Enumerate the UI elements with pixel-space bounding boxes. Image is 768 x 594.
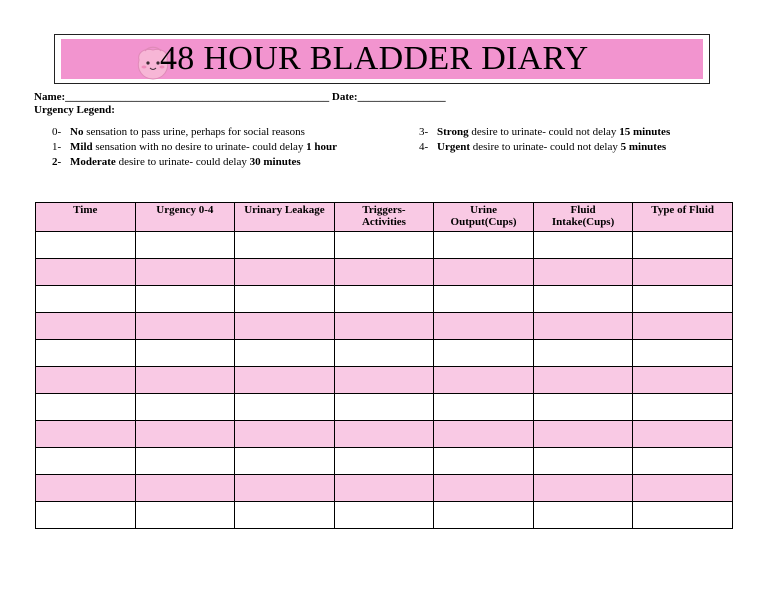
column-header-urgency: Urgency 0-4 (135, 203, 235, 232)
column-header-fluid-type: Type of Fluid (633, 203, 733, 232)
table-row (36, 286, 733, 313)
entry-cell[interactable] (36, 259, 136, 286)
date-label: Date: (331, 91, 358, 103)
entry-cell[interactable] (533, 313, 633, 340)
table-header-row (36, 203, 733, 232)
table-row (36, 259, 733, 286)
entry-cell[interactable] (633, 313, 733, 340)
legend-description: desire to urinate- could delay (115, 156, 250, 168)
entry-cell[interactable] (633, 421, 733, 448)
entry-cell[interactable] (434, 286, 534, 313)
entry-cell[interactable] (235, 421, 335, 448)
legend-number: 1- (52, 141, 62, 153)
entry-cell[interactable] (434, 421, 534, 448)
table-row (36, 367, 733, 394)
entry-cell[interactable] (633, 394, 733, 421)
legend-description: sensation to pass urine, perhaps for social reasons (83, 126, 305, 138)
entry-cell[interactable] (135, 340, 235, 367)
entry-cell[interactable] (633, 340, 733, 367)
entry-cell[interactable] (434, 340, 534, 367)
entry-cell[interactable] (334, 502, 434, 529)
table-row (36, 421, 733, 448)
legend-description: desire to urinate- could not delay (470, 141, 621, 153)
entry-cell[interactable] (235, 502, 335, 529)
entry-cell[interactable] (533, 394, 633, 421)
diary-table (35, 202, 733, 529)
legend-level: Moderate (70, 156, 116, 168)
legend-number: 2- (52, 156, 62, 168)
entry-cell[interactable] (235, 367, 335, 394)
entry-cell[interactable] (135, 367, 235, 394)
legend-item-0 (52, 126, 305, 138)
entry-cell[interactable] (135, 286, 235, 313)
entry-cell[interactable] (235, 286, 335, 313)
table-row (36, 475, 733, 502)
entry-cell[interactable] (533, 475, 633, 502)
entry-cell[interactable] (533, 448, 633, 475)
entry-cell[interactable] (36, 313, 136, 340)
entry-cell[interactable] (334, 340, 434, 367)
entry-cell[interactable] (633, 367, 733, 394)
entry-cell[interactable] (36, 286, 136, 313)
entry-cell[interactable] (235, 394, 335, 421)
entry-cell[interactable] (533, 232, 633, 259)
entry-cell[interactable] (334, 259, 434, 286)
entry-cell[interactable] (633, 286, 733, 313)
entry-cell[interactable] (36, 421, 136, 448)
entry-cell[interactable] (633, 502, 733, 529)
entry-cell[interactable] (135, 448, 235, 475)
legend-number: 0- (52, 126, 62, 138)
column-header-fluid-intake: Fluid Intake(Cups) (533, 203, 633, 232)
entry-cell[interactable] (334, 313, 434, 340)
legend-item-3 (419, 126, 670, 138)
entry-cell[interactable] (434, 367, 534, 394)
name-label: Name: (34, 91, 66, 103)
entry-cell[interactable] (633, 259, 733, 286)
entry-cell[interactable] (36, 232, 136, 259)
entry-cell[interactable] (533, 340, 633, 367)
legend-delay: 5 minutes (620, 141, 667, 153)
table-row (36, 232, 733, 259)
column-header-time: Time (36, 203, 136, 232)
column-header-triggers: Triggers- Activities (334, 203, 434, 232)
diary-table-body (36, 232, 733, 529)
legend-level: Strong (437, 126, 469, 138)
entry-cell[interactable] (334, 286, 434, 313)
legend-delay: 1 hour (306, 141, 338, 153)
entry-cell[interactable] (434, 502, 534, 529)
column-header-leakage: Urinary Leakage (235, 203, 335, 232)
entry-cell[interactable] (434, 394, 534, 421)
legend-number: 4- (419, 141, 429, 153)
entry-cell[interactable] (334, 394, 434, 421)
entry-cell[interactable] (334, 475, 434, 502)
entry-cell[interactable] (235, 475, 335, 502)
entry-cell[interactable] (36, 448, 136, 475)
urgency-legend-label: Urgency Legend: (34, 104, 115, 116)
entry-cell[interactable] (235, 313, 335, 340)
entry-cell[interactable] (135, 502, 235, 529)
entry-cell[interactable] (235, 340, 335, 367)
entry-cell[interactable] (434, 313, 534, 340)
table-row (36, 313, 733, 340)
legend-item-4 (419, 141, 666, 153)
entry-cell[interactable] (36, 340, 136, 367)
name-date-row (34, 91, 446, 103)
entry-cell[interactable] (633, 448, 733, 475)
entry-cell[interactable] (334, 448, 434, 475)
entry-cell[interactable] (235, 448, 335, 475)
legend-delay: 30 minutes (249, 156, 301, 168)
entry-cell[interactable] (36, 394, 136, 421)
entry-cell[interactable] (135, 394, 235, 421)
page-title: 48 HOUR BLADDER DIARY (160, 40, 589, 77)
legend-delay: 15 minutes (619, 126, 671, 138)
entry-cell[interactable] (135, 232, 235, 259)
entry-cell[interactable] (334, 421, 434, 448)
table-row (36, 340, 733, 367)
entry-cell[interactable] (135, 259, 235, 286)
entry-cell[interactable] (434, 232, 534, 259)
entry-cell[interactable] (334, 367, 434, 394)
legend-level: Urgent (437, 141, 470, 153)
entry-cell[interactable] (135, 475, 235, 502)
table-row (36, 502, 733, 529)
entry-cell[interactable] (334, 232, 434, 259)
entry-cell[interactable] (235, 232, 335, 259)
entry-cell[interactable] (36, 475, 136, 502)
entry-cell[interactable] (533, 502, 633, 529)
entry-cell[interactable] (533, 259, 633, 286)
legend-number: 3- (419, 126, 429, 138)
legend-level: No (70, 126, 84, 138)
legend-description: desire to urinate- could not delay (468, 126, 620, 138)
name-field[interactable]: ________________________________________________ (65, 91, 330, 103)
entry-cell[interactable] (533, 286, 633, 313)
legend-item-2 (52, 156, 301, 168)
legend-level: Mild (70, 141, 93, 153)
entry-cell[interactable] (633, 232, 733, 259)
entry-cell[interactable] (36, 367, 136, 394)
entry-cell[interactable] (633, 475, 733, 502)
entry-cell[interactable] (434, 475, 534, 502)
entry-cell[interactable] (135, 421, 235, 448)
entry-cell[interactable] (36, 502, 136, 529)
table-row (36, 394, 733, 421)
legend-item-1 (52, 141, 337, 153)
entry-cell[interactable] (434, 259, 534, 286)
column-header-urine-output: Urine Output(Cups) (434, 203, 534, 232)
entry-cell[interactable] (434, 448, 534, 475)
entry-cell[interactable] (533, 367, 633, 394)
entry-cell[interactable] (533, 421, 633, 448)
legend-description: sensation with no desire to urinate- could delay (92, 141, 307, 153)
date-field[interactable]: ________________ (357, 91, 446, 103)
entry-cell[interactable] (235, 259, 335, 286)
table-row (36, 448, 733, 475)
entry-cell[interactable] (135, 313, 235, 340)
